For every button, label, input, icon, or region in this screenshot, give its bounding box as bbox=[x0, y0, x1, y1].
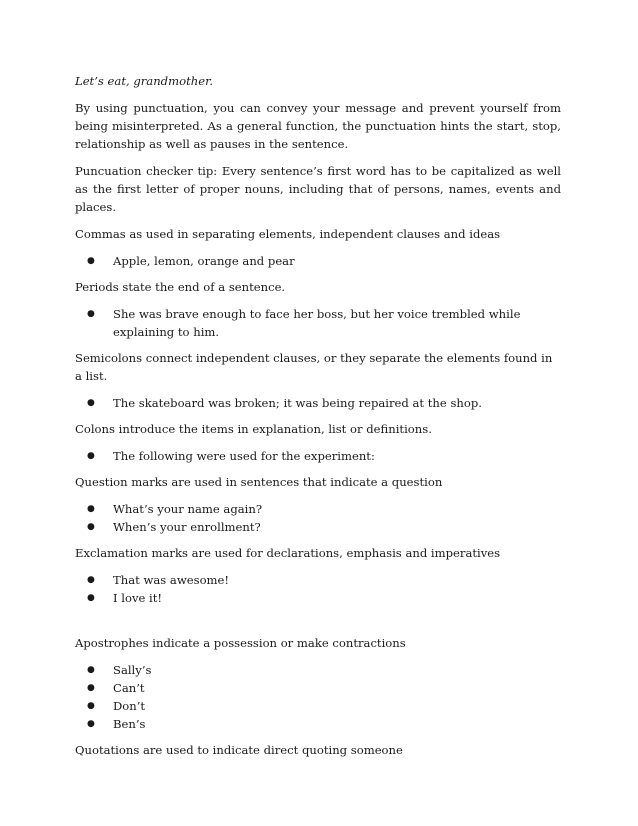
commas-list bbox=[75, 252, 561, 270]
list-item bbox=[75, 661, 561, 679]
bullet-icon: ● bbox=[87, 451, 95, 461]
document-title: Let’s eat, grandmother. bbox=[75, 74, 214, 88]
list-item-text: Can’t bbox=[113, 681, 145, 695]
list-item-text: The skateboard was broken; it was being repaired at the shop. bbox=[113, 396, 482, 410]
blank-line bbox=[75, 615, 561, 634]
bullet-icon: ● bbox=[87, 504, 95, 514]
bullet-icon: ● bbox=[87, 522, 95, 532]
list-item bbox=[75, 715, 561, 733]
exclamation-marks-heading: Exclamation marks are used for declarations, emphasis and imperatives bbox=[75, 546, 501, 560]
list-item-text: The following were used for the experiment: bbox=[113, 449, 375, 463]
list-item bbox=[75, 500, 561, 518]
list-item-text: Ben’s bbox=[113, 717, 146, 731]
list-item bbox=[75, 394, 561, 412]
bullet-icon: ● bbox=[87, 398, 95, 408]
bullet-icon: ● bbox=[87, 701, 95, 711]
list-item bbox=[75, 571, 561, 589]
list-item bbox=[75, 697, 561, 715]
bullet-icon: ● bbox=[87, 309, 95, 319]
list-item bbox=[75, 305, 561, 341]
list-item bbox=[75, 589, 561, 607]
list-item-text: What’s your name again? bbox=[113, 502, 263, 516]
bullet-icon: ● bbox=[87, 593, 95, 603]
list-item bbox=[75, 518, 561, 536]
list-item-text: She was brave enough to face her boss, but her voice trembled while explaining to him. bbox=[113, 307, 521, 339]
tip-paragraph: Puncuation checker tip: Every sentence’s first word has to be capitalized as well as the first letter of proper nouns, including that of persons, names, events and places. bbox=[75, 164, 561, 214]
commas-heading: Commas as used in separating elements, independent clauses and ideas bbox=[75, 227, 501, 241]
semicolons-list bbox=[75, 394, 561, 412]
list-item-text: Sally’s bbox=[113, 663, 152, 677]
list-item bbox=[75, 447, 561, 465]
bullet-icon: ● bbox=[87, 719, 95, 729]
intro-paragraph: By using punctuation, you can convey your message and prevent yourself from being misinterpreted. As a general function, the punctuation hints the start, stop, relationship as well as pauses in the sentence. bbox=[75, 101, 561, 151]
apostrophes-list bbox=[75, 661, 561, 733]
list-item-text: Apple, lemon, orange and pear bbox=[113, 254, 295, 268]
list-item-text: I love it! bbox=[113, 591, 163, 605]
list-item-text: Don’t bbox=[113, 699, 146, 713]
question-marks-list bbox=[75, 500, 561, 536]
list-item bbox=[75, 679, 561, 697]
list-item bbox=[75, 252, 561, 270]
semicolons-heading: Semicolons connect independent clauses, or they separate the elements found in a list. bbox=[75, 351, 553, 383]
bullet-icon: ● bbox=[87, 256, 95, 266]
document-page bbox=[75, 72, 561, 768]
periods-list bbox=[75, 305, 561, 341]
bullet-icon: ● bbox=[87, 683, 95, 693]
exclamation-marks-list bbox=[75, 571, 561, 607]
list-item-text: That was awesome! bbox=[113, 573, 230, 587]
bullet-icon: ● bbox=[87, 575, 95, 585]
bullet-icon: ● bbox=[87, 665, 95, 675]
quotations-heading: Quotations are used to indicate direct quoting someone bbox=[75, 743, 403, 757]
colons-heading: Colons introduce the items in explanation, list or definitions. bbox=[75, 422, 432, 436]
periods-heading: Periods state the end of a sentence. bbox=[75, 280, 286, 294]
list-item-text: When’s your enrollment? bbox=[113, 520, 261, 534]
question-marks-heading: Question marks are used in sentences that indicate a question bbox=[75, 475, 443, 489]
colons-list bbox=[75, 447, 561, 465]
apostrophes-heading: Apostrophes indicate a possession or make contractions bbox=[75, 636, 406, 650]
